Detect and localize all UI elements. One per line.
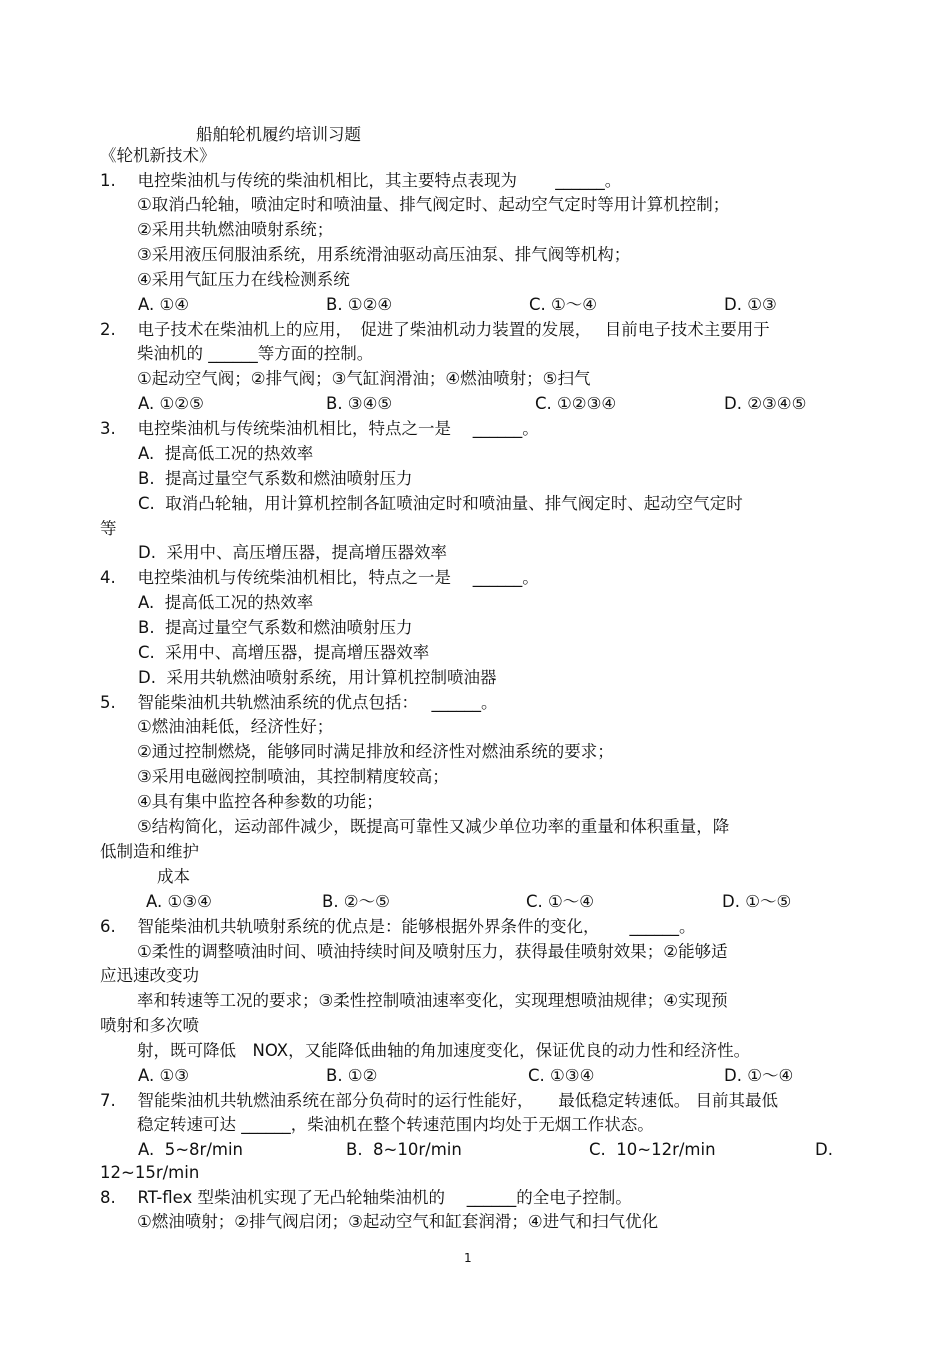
- q7-option-d-cont: 12~15r/min: [100, 1163, 200, 1182]
- question-3-stem: 3. 电控柴油机与传统柴油机相比，特点之一是 ______。: [100, 419, 539, 438]
- q1-item: ②采用共轨燃油喷射系统；: [137, 220, 334, 239]
- q6-item: ①柔性的调整喷油时间、喷油持续时间及喷射压力，获得最佳喷射效果；②能够适: [137, 942, 728, 961]
- q1-option-c: C. ①～④: [529, 295, 598, 314]
- question-2-stem-cont: 柴油机的 ______等方面的控制。: [137, 344, 374, 363]
- q6-option-b: B. ①②: [326, 1066, 378, 1085]
- question-8-stem: 8. RT-flex 型柴油机实现了无凸轮轴柴油机的 ______的全电子控制。: [100, 1188, 632, 1207]
- q1-item: ①取消凸轮轴，喷油定时和喷油量、排气阀定时、起动空气定时等用计算机控制；: [137, 195, 730, 214]
- q6-item-cont: 射，既可降低 NOX，又能降低曲轴的角加速度变化，保证优良的动力性和经济性。: [137, 1041, 751, 1060]
- q1-option-b: B. ①②④: [326, 295, 393, 314]
- q1-option-a: A. ①④: [138, 295, 190, 314]
- q2-option-c: C. ①②③④: [535, 394, 617, 413]
- q1-option-d: D. ①③: [724, 295, 777, 314]
- q4-option-c: C. 采用中、高增压器，提高增压器效率: [138, 643, 430, 662]
- q1-item: ④采用气缸压力在线检测系统: [137, 270, 350, 289]
- q5-item: ④具有集中监控各种参数的功能；: [137, 792, 383, 811]
- q5-option-c: C. ①～④: [526, 892, 595, 911]
- q3-option-c-cont: 等: [100, 519, 117, 538]
- q6-item-cont: 喷射和多次喷: [100, 1016, 199, 1035]
- q7-option-c: C. 10~12r/min: [589, 1140, 716, 1159]
- q5-item: ①燃油油耗低，经济性好；: [137, 717, 334, 736]
- q1-item: ③采用液压伺服油系统，用系统滑油驱动高压油泵、排气阀等机构；: [137, 245, 631, 264]
- q5-item: ③采用电磁阀控制喷油，其控制精度较高；: [137, 767, 449, 786]
- q5-option-d: D. ①～⑤: [722, 892, 792, 911]
- q3-option-b: B. 提高过量空气系数和燃油喷射压力: [138, 469, 413, 488]
- q6-item-cont: 率和转速等工况的要求；③柔性控制喷油速率变化，实现理想喷油规律；④实现预: [137, 991, 728, 1010]
- q5-item: ②通过控制燃烧，能够同时满足排放和经济性对燃油系统的要求；: [137, 742, 614, 761]
- q3-option-a: A. 提高低工况的热效率: [138, 444, 314, 463]
- q2-option-a: A. ①②⑤: [138, 394, 204, 413]
- question-4-stem: 4. 电控柴油机与传统柴油机相比，特点之一是 ______。: [100, 568, 539, 587]
- q7-option-a: A. 5~8r/min: [138, 1140, 244, 1159]
- q5-option-b: B. ②～⑤: [322, 892, 390, 911]
- question-6-stem: 6. 智能柴油机共轨喷射系统的优点是：能够根据外界条件的变化， ______。: [100, 917, 696, 936]
- question-7-stem-cont: 稳定转速可达 ______，柴油机在整个转速范围内均处于无烟工作状态。: [137, 1115, 654, 1134]
- q2-option-d: D. ②③④⑤: [724, 394, 807, 413]
- q6-option-d: D. ①～④: [724, 1066, 794, 1085]
- q4-option-b: B. 提高过量空气系数和燃油喷射压力: [138, 618, 413, 637]
- question-1-stem: 1. 电控柴油机与传统的柴油机相比，其主要特点表现为 ______。: [100, 171, 622, 190]
- section-title: 《轮机新技术》: [100, 146, 216, 165]
- q7-option-b: B. 8~10r/min: [346, 1140, 462, 1159]
- q5-item-cont: 成本: [157, 867, 190, 886]
- question-5-stem: 5. 智能柴油机共轨燃油系统的优点包括： ______。: [100, 693, 498, 712]
- q7-option-d: D.: [815, 1140, 833, 1159]
- q2-item: ①起动空气阀；②排气阀；③气缸润滑油；④燃油喷射；⑤扫气: [137, 369, 591, 388]
- q6-item-cont: 应迅速改变功: [100, 966, 199, 985]
- q3-option-d: D. 采用中、高压增压器，提高增压器效率: [138, 543, 447, 562]
- q5-item: ⑤结构简化，运动部件减少，既提高可靠性又减少单位功率的重量和体积重量，降: [137, 817, 730, 836]
- page-number: 1: [464, 1251, 472, 1265]
- q4-option-a: A. 提高低工况的热效率: [138, 593, 314, 612]
- q6-option-c: C. ①③④: [528, 1066, 595, 1085]
- q5-option-a: A. ①③④: [146, 892, 212, 911]
- q3-option-c: C. 取消凸轮轴，用计算机控制各缸喷油定时和喷油量、排气阀定时、起动空气定时: [138, 494, 743, 513]
- q5-item-cont: 低制造和维护: [100, 842, 199, 861]
- q2-option-b: B. ③④⑤: [326, 394, 393, 413]
- document-title: 船舶轮机履约培训习题: [196, 125, 361, 144]
- q6-option-a: A. ①③: [138, 1066, 190, 1085]
- q4-option-d: D. 采用共轨燃油喷射系统，用计算机控制喷油器: [138, 668, 497, 687]
- question-2-stem: 2. 电子技术在柴油机上的应用， 促进了柴油机动力装置的发展， 目前电子技术主要用于: [100, 320, 770, 339]
- q8-item: ①燃油喷射；②排气阀启闭；③起动空气和缸套润滑；④进气和扫气优化: [137, 1212, 659, 1231]
- question-7-stem: 7. 智能柴油机共轨燃油系统在部分负荷时的运行性能好， 最低稳定转速低。 目前其最低: [100, 1091, 778, 1110]
